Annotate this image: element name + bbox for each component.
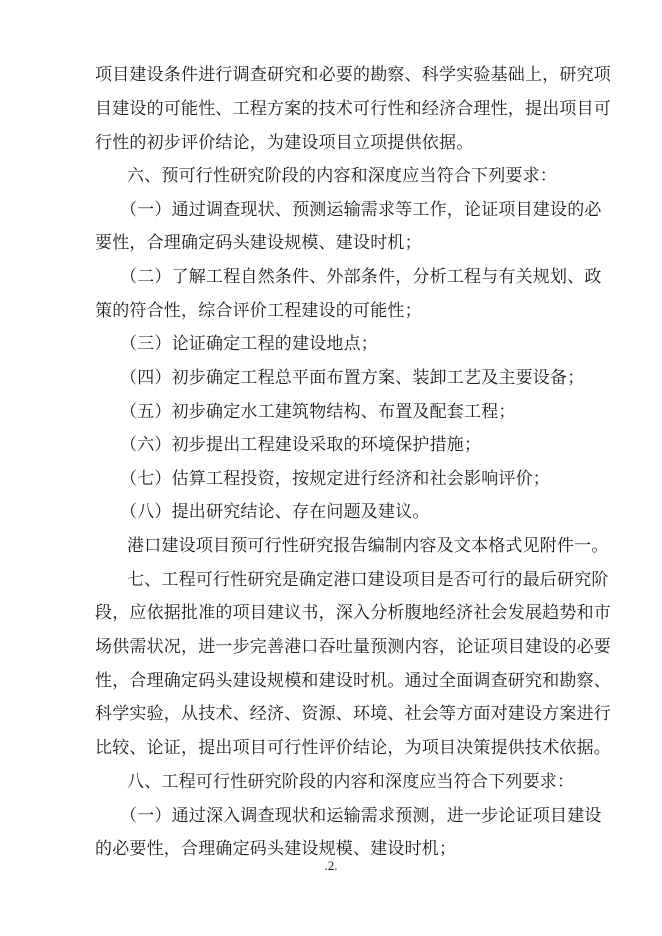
text-line: 比较、论证，提出项目可行性评价结论，为项目决策提供技术依据。	[95, 738, 611, 758]
text-line: （一）通过调查现状、预测运输需求等工作，论证项目建设的必	[120, 200, 602, 220]
text-line: （六）初步提出工程建设采取的环境保护措施；	[120, 435, 482, 455]
page-number: .2.	[324, 858, 338, 873]
text-line: （四）初步确定工程总平面布置方案、装卸工艺及主要设备；	[120, 368, 585, 388]
text-line: 行性的初步评价结论，为建设项目立项提供依据。	[95, 133, 474, 153]
text-line: 要性，合理确定码头建设规模、建设时机；	[95, 233, 422, 253]
text-line: （七）估算工程投资，按规定进行经济和社会影响评价；	[120, 469, 550, 489]
text-line: （五）初步确定水工建筑物结构、布置及配套工程；	[120, 402, 516, 422]
text-line: 场供需状况，进一步完善港口吞吐量预测内容，论证项目建设的必要	[95, 637, 611, 657]
text-line: 的必要性，合理确定码头建设规模、建设时机；	[95, 839, 457, 859]
text-line: （二）了解工程自然条件、外部条件，分析工程与有关规划、政	[120, 267, 602, 287]
text-line: 策的符合性，综合评价工程建设的可能性；	[95, 301, 422, 321]
text-line: 港口建设项目预可行性研究报告编制内容及文本格式见附件一。	[127, 536, 609, 556]
text-line: （三）论证确定工程的建设地点；	[120, 334, 378, 354]
text-line: 六、预可行性研究阶段的内容和深度应当符合下列要求：	[127, 166, 557, 186]
text-line: 段，应依据批准的项目建议书，深入分析腹地经济社会发展趋势和市	[95, 603, 611, 623]
text-line: （一）通过深入调查现状和运输需求预测，进一步论证项目建设	[120, 806, 602, 826]
text-line: 性，合理确定码头建设规模和建设时机。通过全面调查研究和勘察、	[95, 671, 611, 691]
text-line: 八、工程可行性研究阶段的内容和深度应当符合下列要求：	[127, 772, 575, 792]
text-line: 项目建设条件进行调查研究和必要的勘察、科学实验基础上，研究项	[95, 65, 611, 85]
text-line: 科学实验，从技术、经济、资源、环境、社会等方面对建设方案进行	[95, 704, 611, 724]
text-line: 七、工程可行性研究是确定港口建设项目是否可行的最后研究阶	[127, 570, 609, 590]
text-line: 目建设的可能性、工程方案的技术可行性和经济合理性，提出项目可	[95, 99, 611, 119]
text-line: （八）提出研究结论、存在问题及建议。	[120, 502, 430, 522]
